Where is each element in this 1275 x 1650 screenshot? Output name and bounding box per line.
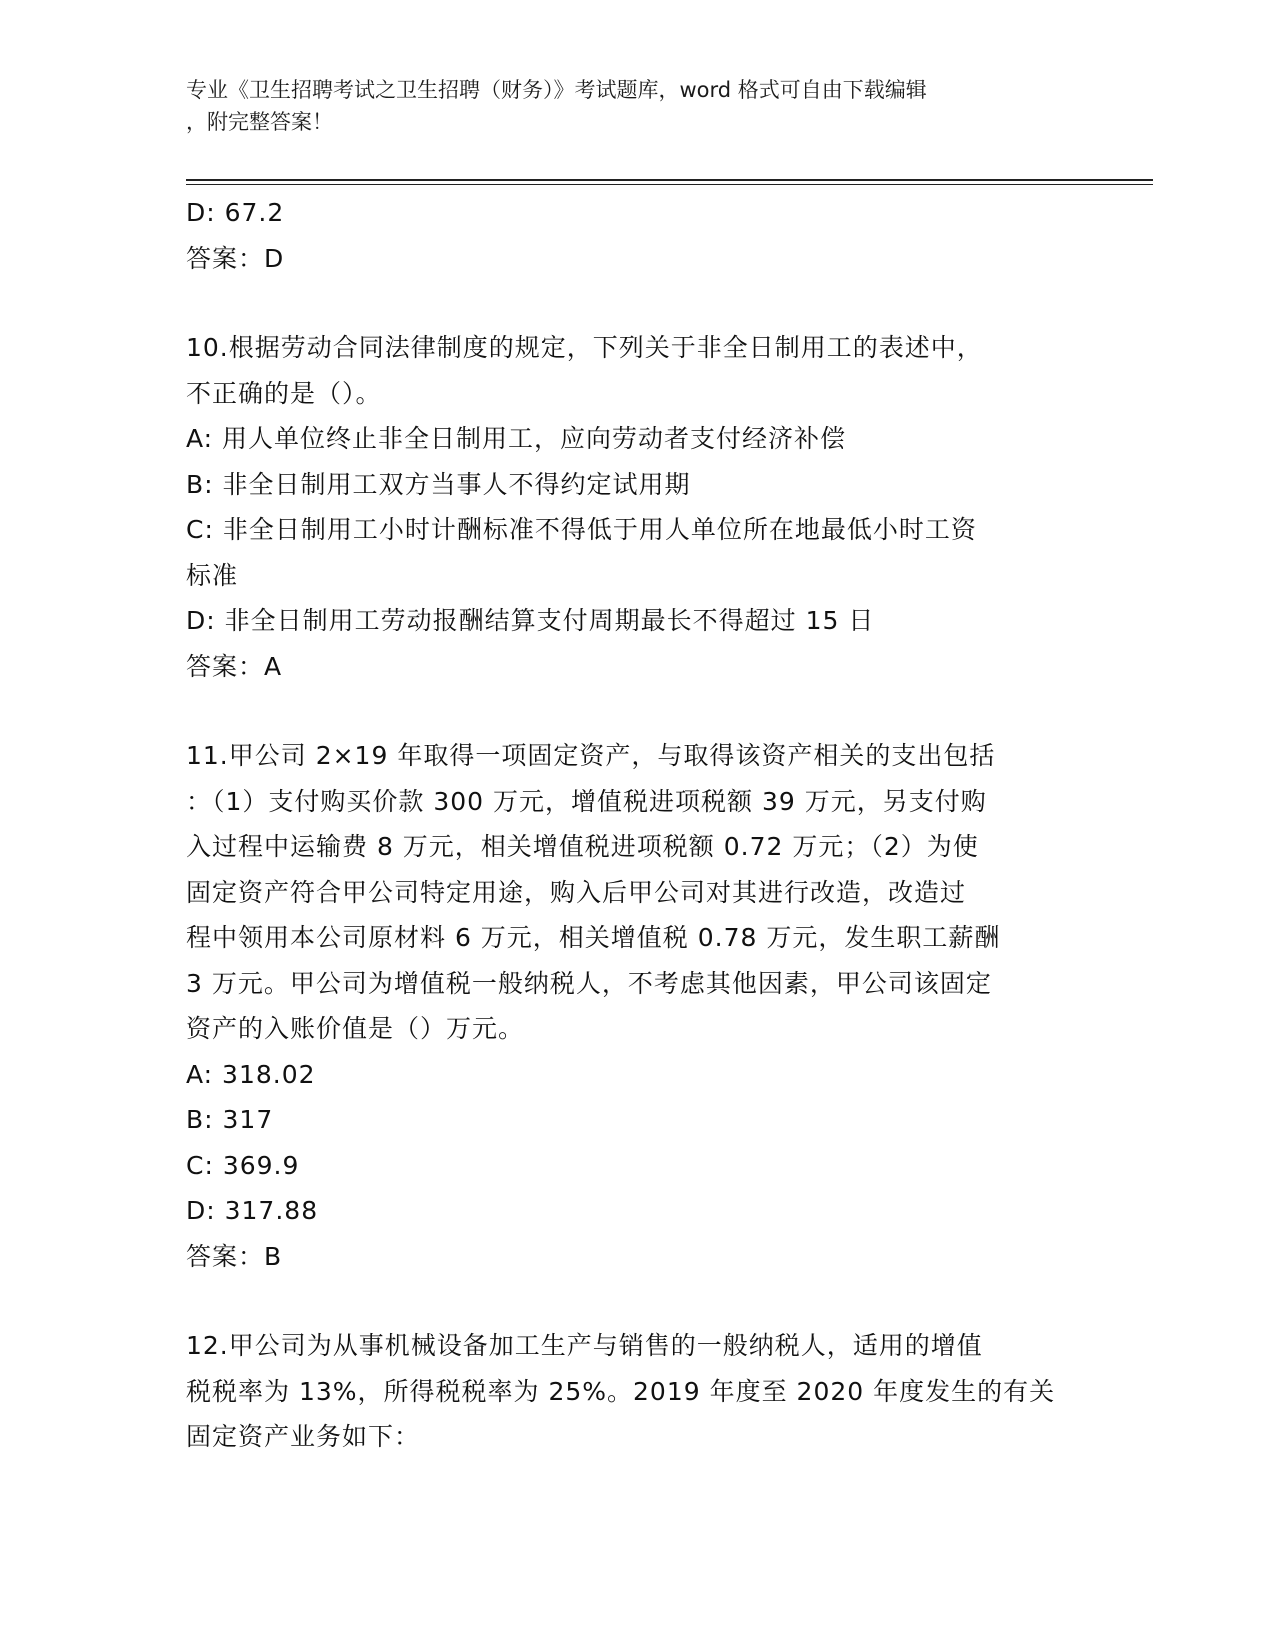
option-a: A: 用人单位终止非全日制用工，应向劳动者支付经济补偿 — [186, 424, 847, 453]
option-c-continued: 标准 — [186, 560, 239, 590]
answer: 答案：B — [186, 1241, 283, 1271]
question-stem-line: 程中领用本公司原材料 6 万元，相关增值税 0.78 万元，发生职工薪酬 — [186, 923, 1001, 952]
question-12 — [186, 1323, 1086, 1460]
question-stem-line: 12.甲公司为从事机械设备加工生产与销售的一般纳税人，适用的增值 — [186, 1331, 983, 1360]
question-stem-line: 固定资产业务如下： — [186, 1422, 421, 1451]
header-line-1: 专业《卫生招聘考试之卫生招聘（财务）》考试题库，word 格式可自由下载编辑 — [186, 78, 927, 102]
question-11 — [186, 733, 1086, 1279]
question-stem-line: 资产的入账价值是（）万元。 — [186, 1014, 525, 1043]
option-d: D: 非全日制用工劳动报酬结算支付周期最长不得超过 15 日 — [186, 606, 875, 635]
option-b: B: 非全日制用工双方当事人不得约定试用期 — [186, 469, 691, 499]
spacer — [186, 281, 1086, 325]
answer: 答案：D — [186, 243, 285, 273]
question-stem-line: 10.根据劳动合同法律制度的规定，下列关于非全日制用工的表述中， — [186, 333, 983, 362]
option-c: C: 369.9 — [186, 1150, 300, 1180]
option-d: D: 67.2 — [186, 198, 285, 227]
header-rule-thin — [186, 184, 1153, 185]
spacer — [186, 1279, 1086, 1323]
question-stem-line: ：（1）支付购买价款 300 万元，增值税进项税额 39 万元，另支付购 — [186, 786, 987, 816]
question-stem-line: 固定资产符合甲公司特定用途，购入后甲公司对其进行改造，改造过 — [186, 877, 967, 907]
question-stem-line: 3 万元。甲公司为增值税一般纳税人，不考虑其他因素，甲公司该固定 — [186, 968, 992, 998]
answer: 答案：A — [186, 651, 283, 681]
question-stem-line: 入过程中运输费 8 万元，相关增值税进项税额 0.72 万元；（2）为使 — [186, 832, 979, 861]
question-stem-line: 不正确的是（）。 — [186, 378, 382, 408]
question-stem-line: 税税率为 13%，所得税税率为 25%。2019 年度至 2020 年度发生的有关 — [186, 1376, 1056, 1406]
option-c: C: 非全日制用工小时计酬标准不得低于用人单位所在地最低小时工资 — [186, 515, 977, 544]
question-stem-line: 11.甲公司 2×19 年取得一项固定资产，与取得该资产相关的支出包括 — [186, 741, 996, 770]
option-b: B: 317 — [186, 1105, 274, 1134]
option-a: A: 318.02 — [186, 1059, 316, 1089]
question-10 — [186, 325, 1086, 689]
page-header — [186, 74, 1076, 138]
option-d: D: 317.88 — [186, 1196, 319, 1225]
document-body — [186, 190, 1086, 1460]
header-rule-thick — [186, 179, 1153, 181]
header-line-2: ，附完整答案！ — [186, 110, 333, 134]
spacer — [186, 689, 1086, 733]
